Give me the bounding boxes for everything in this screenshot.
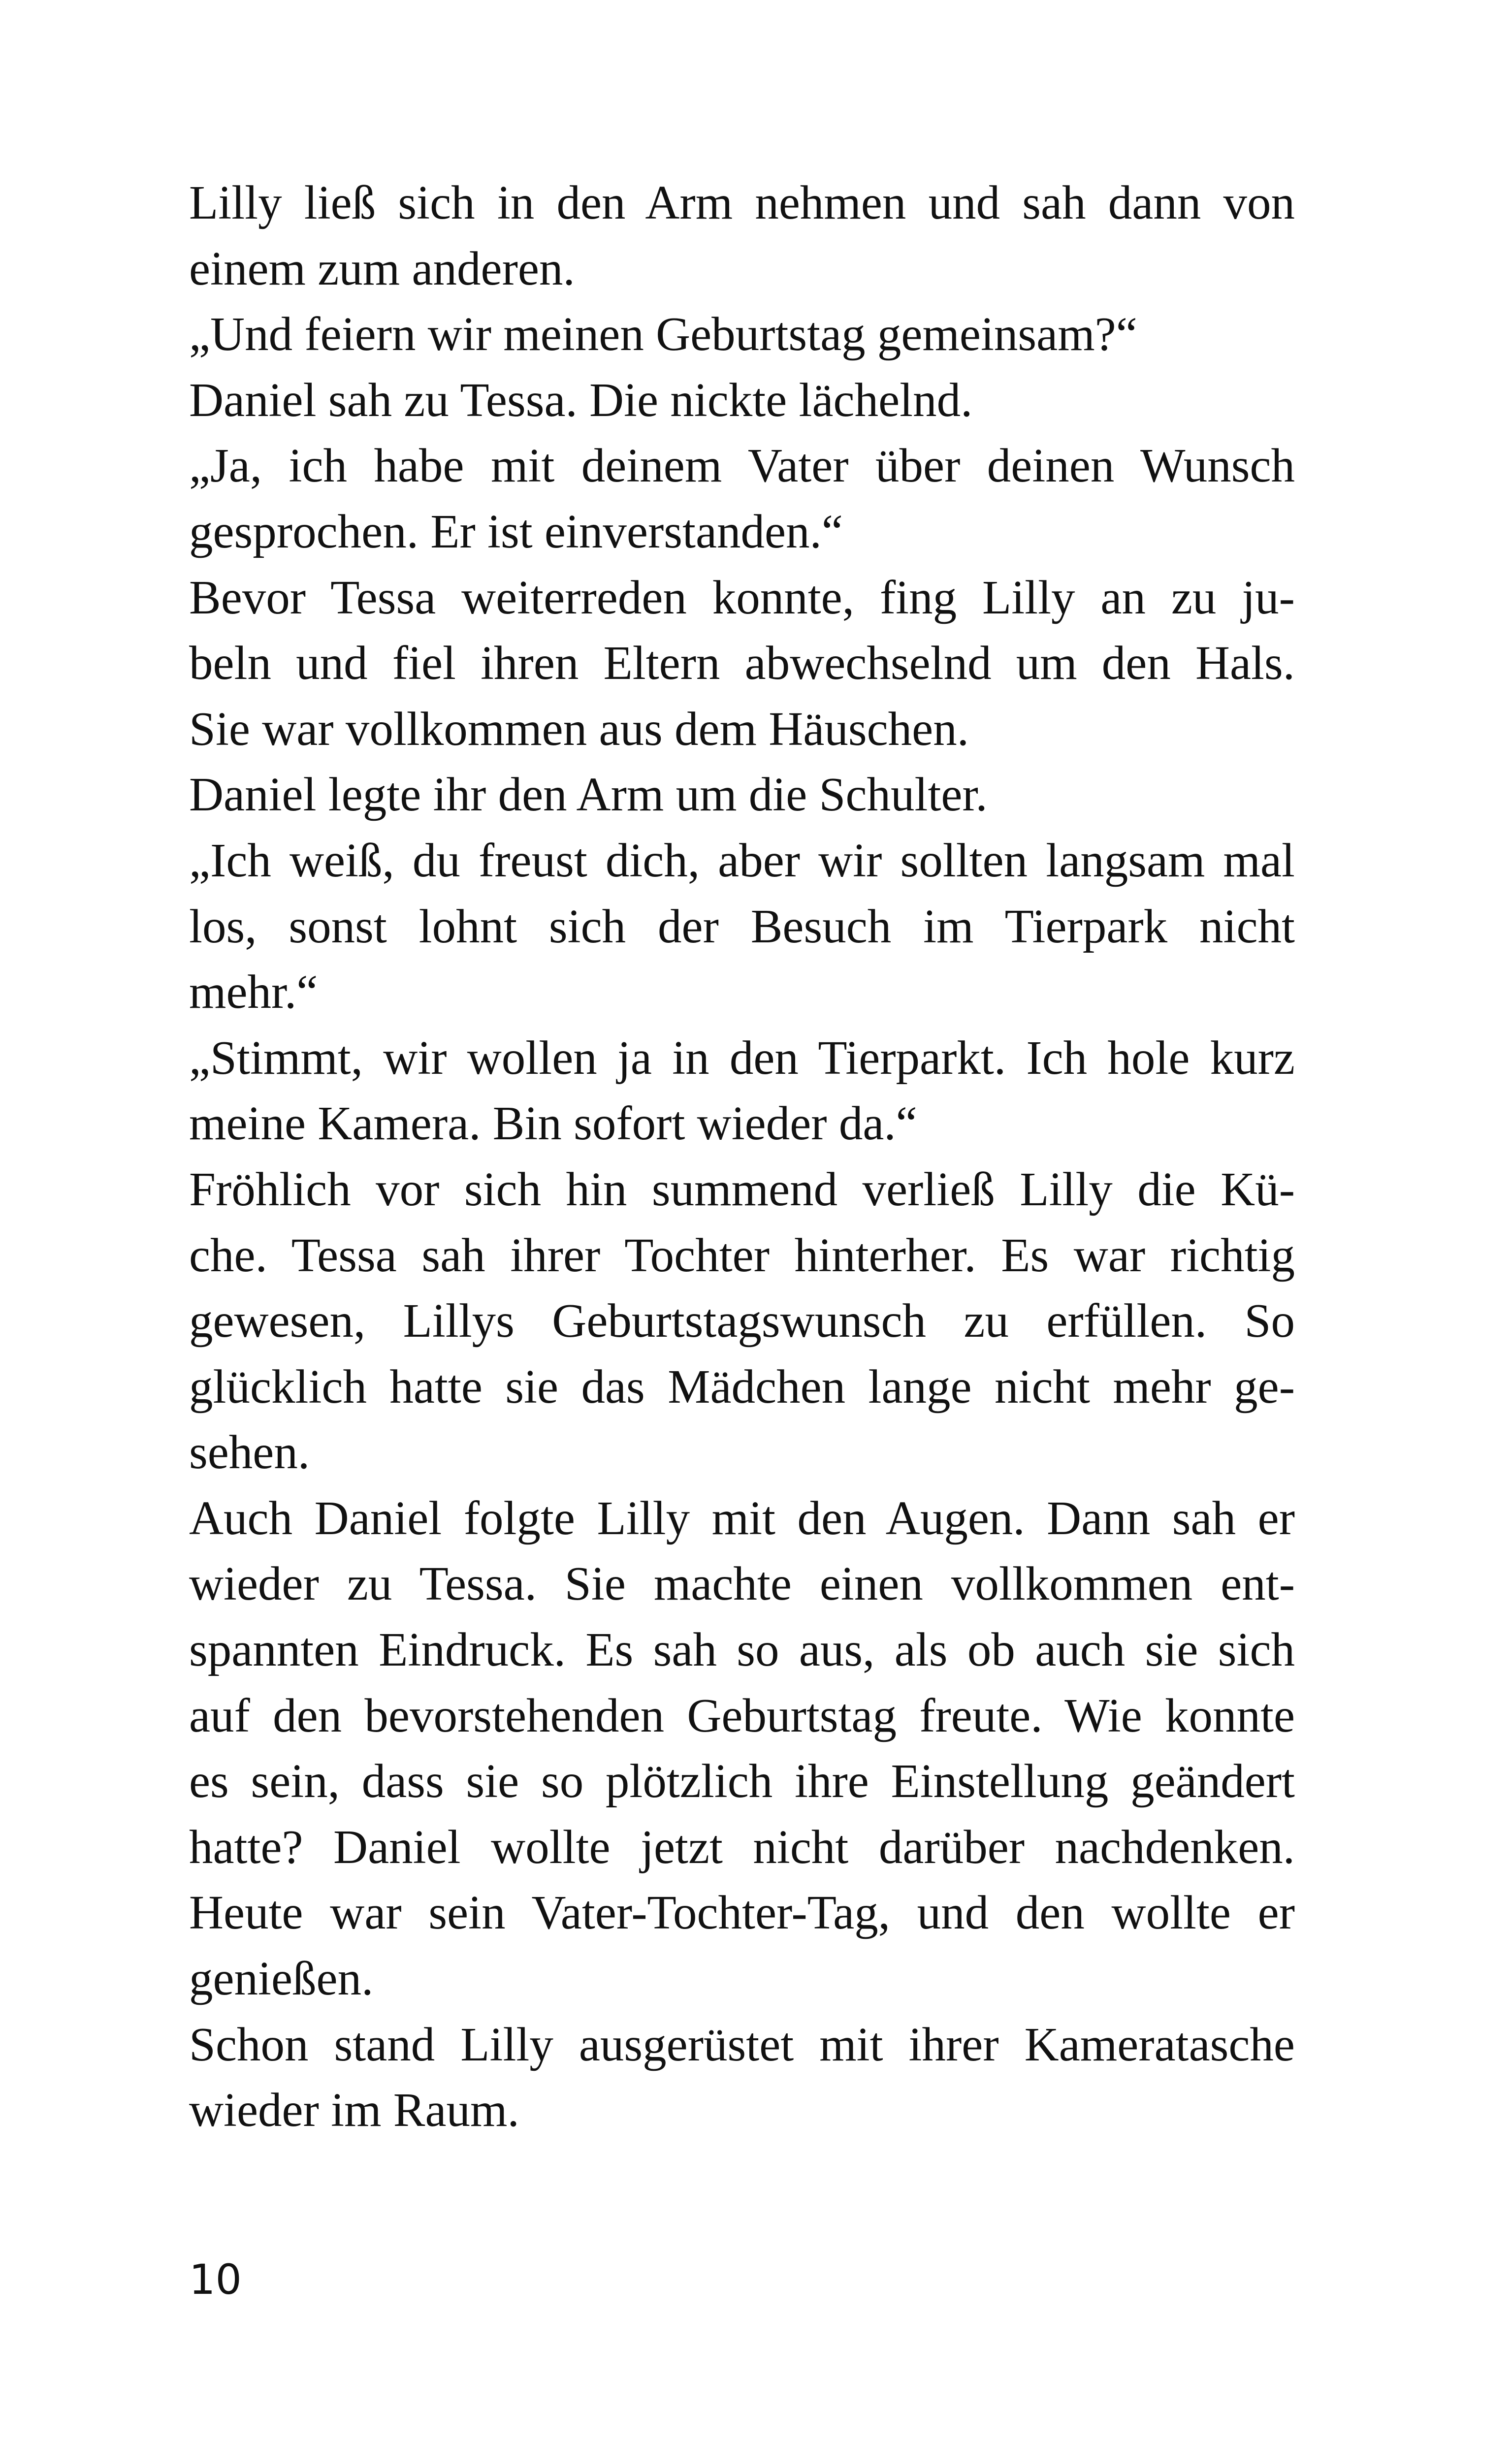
- text-line: los, sonst lohnt sich der Besuch im Tierpark nicht: [189, 900, 1295, 953]
- page-number: 10: [189, 2255, 242, 2304]
- text-line: Daniel sah zu Tessa. Die nickte lächelnd.: [189, 373, 973, 426]
- text-line: meine Kamera. Bin sofort wieder da.“: [189, 1097, 917, 1150]
- body-text: [189, 170, 1295, 2143]
- text-line: Heute war sein Vater-Tochter-Tag, und den wollte er: [189, 1886, 1295, 1939]
- text-line: genießen.: [189, 1952, 374, 2005]
- text-line: Bevor Tessa weiterreden konnte, fing Lilly an zu ju-: [189, 571, 1295, 624]
- text-line: hatte? Daniel wollte jetzt nicht darüber nachdenken.: [189, 1820, 1295, 1873]
- text-line: gesprochen. Er ist einverstanden.“: [189, 505, 843, 558]
- text-line: „Ja, ich habe mit deinem Vater über deinen Wunsch: [189, 439, 1295, 492]
- text-line: es sein, dass sie so plötzlich ihre Einstellung geändert: [189, 1755, 1295, 1808]
- text-line: „Stimmt, wir wollen ja in den Tierparkt. Ich hole kurz: [189, 1031, 1295, 1084]
- text-line: Lilly ließ sich in den Arm nehmen und sah dann von: [189, 176, 1295, 229]
- text-line: Sie war vollkommen aus dem Häuschen.: [189, 702, 969, 755]
- text-line: beln und fiel ihren Eltern abwechselnd um den Hals.: [189, 637, 1295, 690]
- text-line: „Ich weiß, du freust dich, aber wir sollten langsam mal: [189, 834, 1295, 887]
- text-line: einem zum anderen.: [189, 242, 575, 295]
- text-line: „Und feiern wir meinen Geburtstag gemeinsam?“: [189, 308, 1137, 361]
- text-line: auf den bevorstehenden Geburtstag freute. Wie konnte: [189, 1689, 1295, 1742]
- text-line: Fröhlich vor sich hin summend verließ Lilly die Kü-: [189, 1162, 1295, 1216]
- text-line: gewesen, Lillys Geburtstagswunsch zu erfüllen. So: [189, 1294, 1295, 1348]
- text-line: Auch Daniel folgte Lilly mit den Augen. Dann sah er: [189, 1491, 1295, 1544]
- text-line: spannten Eindruck. Es sah so aus, als ob auch sie sich: [189, 1623, 1295, 1676]
- text-line: Daniel legte ihr den Arm um die Schulter.: [189, 768, 988, 821]
- text-line: mehr.“: [189, 965, 318, 1019]
- text-line: glücklich hatte sie das Mädchen lange nicht mehr ge-: [189, 1360, 1295, 1413]
- text-line: Schon stand Lilly ausgerüstet mit ihrer Kameratasche: [189, 2018, 1295, 2071]
- text-line: wieder zu Tessa. Sie machte einen vollkommen ent-: [189, 1557, 1295, 1610]
- text-line: wieder im Raum.: [189, 2084, 519, 2137]
- text-line: sehen.: [189, 1426, 310, 1479]
- text-line: che. Tessa sah ihrer Tochter hinterher. Es war richtig: [189, 1228, 1295, 1282]
